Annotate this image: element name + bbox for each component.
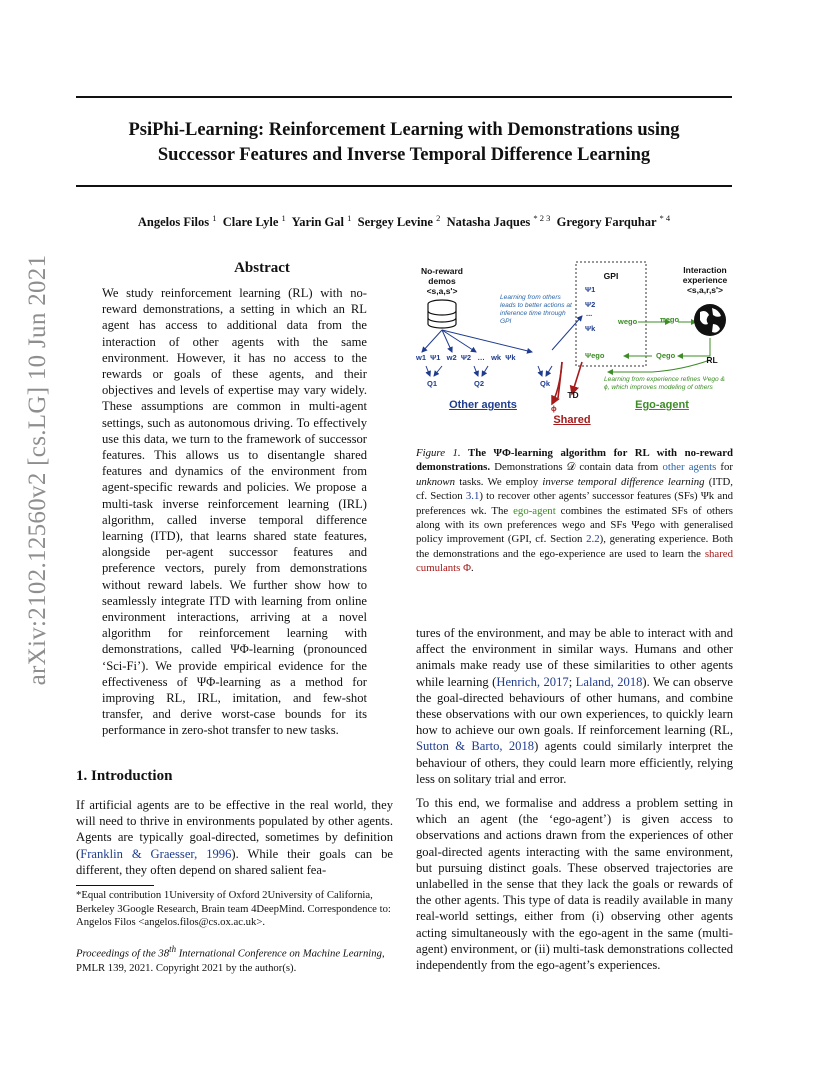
label-ego-agent: Ego-agent — [635, 399, 689, 411]
fig-text: Interaction — [683, 265, 727, 275]
author-affiliation: 1 — [281, 213, 286, 223]
caption-shared-cumulants: shared cumulants Φ — [416, 547, 733, 575]
author-name: Gregory Farquhar — [556, 215, 657, 230]
gpi-psi2: Ψ2 — [585, 300, 596, 309]
author-name: Clare Lyle — [222, 215, 279, 230]
intro-paragraph-2 — [416, 625, 733, 787]
author-name: Angelos Filos — [137, 215, 210, 230]
author-affiliation: 1 — [212, 213, 217, 223]
caption-italic: inverse temporal difference learning — [542, 475, 705, 488]
abstract-heading: Abstract — [234, 260, 290, 276]
author-name: Natasha Jaques — [446, 215, 531, 230]
gpi-psik: Ψk — [585, 324, 596, 333]
caption-text: ) to recover other agents’ successor features (SFs) Ψk and preferences wk. The — [416, 490, 733, 517]
caption-label: Figure 1. — [416, 447, 461, 459]
caption-text: . — [470, 562, 474, 575]
footnote-affiliations: *Equal contribution 1University of Oxford 2University of California, Berkeley 3Google Research, Brain team 4DeepMind. Correspondence to: Angelos Filos <angelos.filos@cs.ox.ac.uk>. — [76, 889, 391, 928]
author-affiliation: 2 — [436, 213, 441, 223]
w-psi-row: w1 Ψ1 w2 Ψ2 … wk Ψk — [416, 353, 516, 362]
arxiv-stamp: arXiv:2102.12560v2 [cs.LG] 10 Jun 2021 — [24, 254, 51, 686]
caption-bold: The ΨΦ-learning algorithm for RL with no-reward demonstrations. — [416, 447, 733, 474]
caption-text: Demonstrations 𝒟 contain data from — [490, 461, 663, 474]
intro-paragraph-1 — [76, 797, 393, 878]
label-shared: Shared — [553, 414, 591, 426]
label-interaction-experience — [674, 265, 736, 295]
caption-text: tasks. We employ — [455, 475, 543, 488]
author-list — [76, 213, 732, 230]
note-learning-from-experience: Learning from experience refines Ψego & ϕ, which improves modeling of others — [604, 376, 725, 391]
section-ref-link[interactable]: 3.1 — [465, 490, 480, 503]
citation-link[interactable]: Henrich, 2017 — [496, 674, 569, 689]
proceedings-note — [76, 942, 393, 976]
figure-psiphi-diagram — [412, 258, 734, 436]
label-qk: Qk — [540, 379, 551, 388]
caption-text: combines the estimated SFs of others along with its own preferences wego and SFs Ψego with generalised policy improvement (GPI, cf. Section — [416, 504, 733, 546]
label-rl: RL — [706, 355, 718, 365]
section-heading-introduction: 1. Introduction — [76, 768, 173, 784]
proceedings-text: , PMLR 139, 2021. Copyright 2021 by the author(s). — [76, 947, 385, 975]
caption-italic: unknown — [416, 475, 455, 488]
title-bottom-rule — [76, 185, 732, 187]
caption-other-agents: other agents — [662, 461, 717, 474]
label-no-reward-demos — [414, 266, 470, 296]
author-affiliation: * 4 — [659, 213, 671, 223]
section-ref-link[interactable]: 2.2 — [586, 533, 600, 546]
author-affiliation: * 2 3 — [533, 213, 551, 223]
body-text: ; — [568, 674, 576, 689]
gpi-psiego: Ψego — [585, 351, 605, 360]
title-line-1: PsiPhi-Learning: Reinforcement Learning with Demonstrations using — [128, 120, 680, 140]
body-text: If artificial agents are to be effective in the real world, they will need to thrive in environments populated by other agents. Agents are typically goal-directed, sometimes by definition ( — [76, 798, 393, 861]
gpi-dots: ... — [586, 309, 593, 318]
body-text: tures of the environment, and may be able to interact with and affect the environment in similar ways. Humans and other animals make ready use of these similarities to other agents while learning ( — [416, 626, 733, 689]
proceedings-sup: th — [169, 944, 177, 954]
fig-text: experience — [682, 275, 728, 285]
author-affiliation: 1 — [347, 213, 352, 223]
label-q1: Q1 — [427, 379, 438, 388]
caption-text: ), generating experience. Both the demonstrations and the ego-experience are used to learn the — [416, 533, 733, 560]
body-text: ). We can observe the goal-directed behaviours of other humans, and combine these observations with our own experiences, to quickly learn how to achieve our own goals. If reinforcement learning (RL, — [416, 674, 734, 738]
label-piego: πego — [660, 315, 680, 324]
caption-text: for — [716, 461, 734, 474]
intro-paragraph-3: To this end, we formalise and address a problem setting in which an agent (the ‘ego-agent’) is given access to observations and actions drawn from the experiences of other goal-directed agents interacting with the same environment, but pursuing distinct goals. These observed trajectories are unlabelled in the sense that they lack the goals or rewards of the other agents. This type of data is readily available in many real-world settings, either from (i) observing other agents acting simultaneously with the ego-agent in the same (multi-agent) environment, or (ii) multi-task demonstrations collected independently from the ego-agent’s experiences. — [416, 796, 733, 973]
citation-link[interactable]: Laland, 2018 — [575, 674, 643, 689]
fig-text: <s,a,s'> — [426, 286, 458, 296]
paper-title — [76, 118, 732, 168]
citation-link[interactable]: Sutton & Barto, 2018 — [416, 739, 535, 754]
body-text: ) agents could similarly interpret the behaviour of others, they could learn more efficiently, relying less on solitary trial and error. — [416, 739, 734, 786]
top-rule — [76, 96, 732, 98]
figure-caption — [416, 446, 733, 576]
label-phi: ϕ — [551, 404, 557, 413]
label-q2: Q2 — [474, 379, 485, 388]
author-name: Yarin Gal — [291, 215, 344, 230]
label-other-agents: Other agents — [449, 399, 517, 411]
fig-text: demos — [428, 276, 456, 286]
note-learning-from-others: Learning from others leads to better actions at inference time through GPI — [500, 294, 572, 325]
label-qego: Qego — [656, 351, 676, 360]
fig-text: <s,a,r,s'> — [686, 285, 724, 295]
proceedings-text: International Conference on Machine Learning — [176, 947, 382, 960]
proceedings-text: Proceedings of the 38 — [76, 947, 170, 960]
label-wego: wego — [618, 317, 638, 326]
caption-ego-agent: ego-agent — [513, 504, 556, 517]
fig-text: No-reward — [420, 266, 464, 276]
title-line-2: Successor Features and Inverse Temporal Difference Learning — [157, 145, 651, 165]
footnote-rule — [76, 885, 154, 886]
database-icon — [428, 300, 456, 328]
globe-icon — [694, 304, 726, 336]
body-text: ). While their goals can be different, they often depend on shared salient fea- — [76, 846, 393, 877]
caption-text: (ITD, cf. Section — [416, 475, 733, 503]
author-name: Sergey Levine — [357, 215, 433, 230]
gpi-psi1: Ψ1 — [585, 285, 596, 294]
abstract-text: We study reinforcement learning (RL) with no-reward demonstrations, a setting in which an RL agent has access to additional data from the interaction of other agents with the same environment. However, it has no access to the rewards or goals of these agents, and their objectives and levels of expertise may vary widely. These assumptions are common in multi-agent settings, such as autonomous driving. To effectively use this data, we turn to the framework of successor features. This allows us to disentangle shared features and dynamics of the environment from agent-specific rewards and policies. We propose a multi-task inverse reinforcement learning (IRL) algorithm, called inverse temporal difference learning (ITD), that learns shared state features, alongside per-agent successor features and preference vectors, purely from demonstrations without reward labels. We further show how to seamlessly integrate ITD with learning from online environment interactions, arriving at a novel algorithm for reinforcement learning with demonstrations, called ΨΦ-learning (pronounced ‘Sci-Fi’). We provide empirical evidence for the effectiveness of ΨΦ-learning as a method for improving RL, IRL, imitation, and few-shot transfer, and derive worst-case bounds for its performance in zero-shot transfer to new tasks. — [102, 286, 367, 738]
label-td: TD — [567, 390, 579, 400]
citation-link[interactable]: Franklin & Graesser, 1996 — [80, 846, 232, 861]
label-gpi: GPI — [603, 271, 619, 281]
